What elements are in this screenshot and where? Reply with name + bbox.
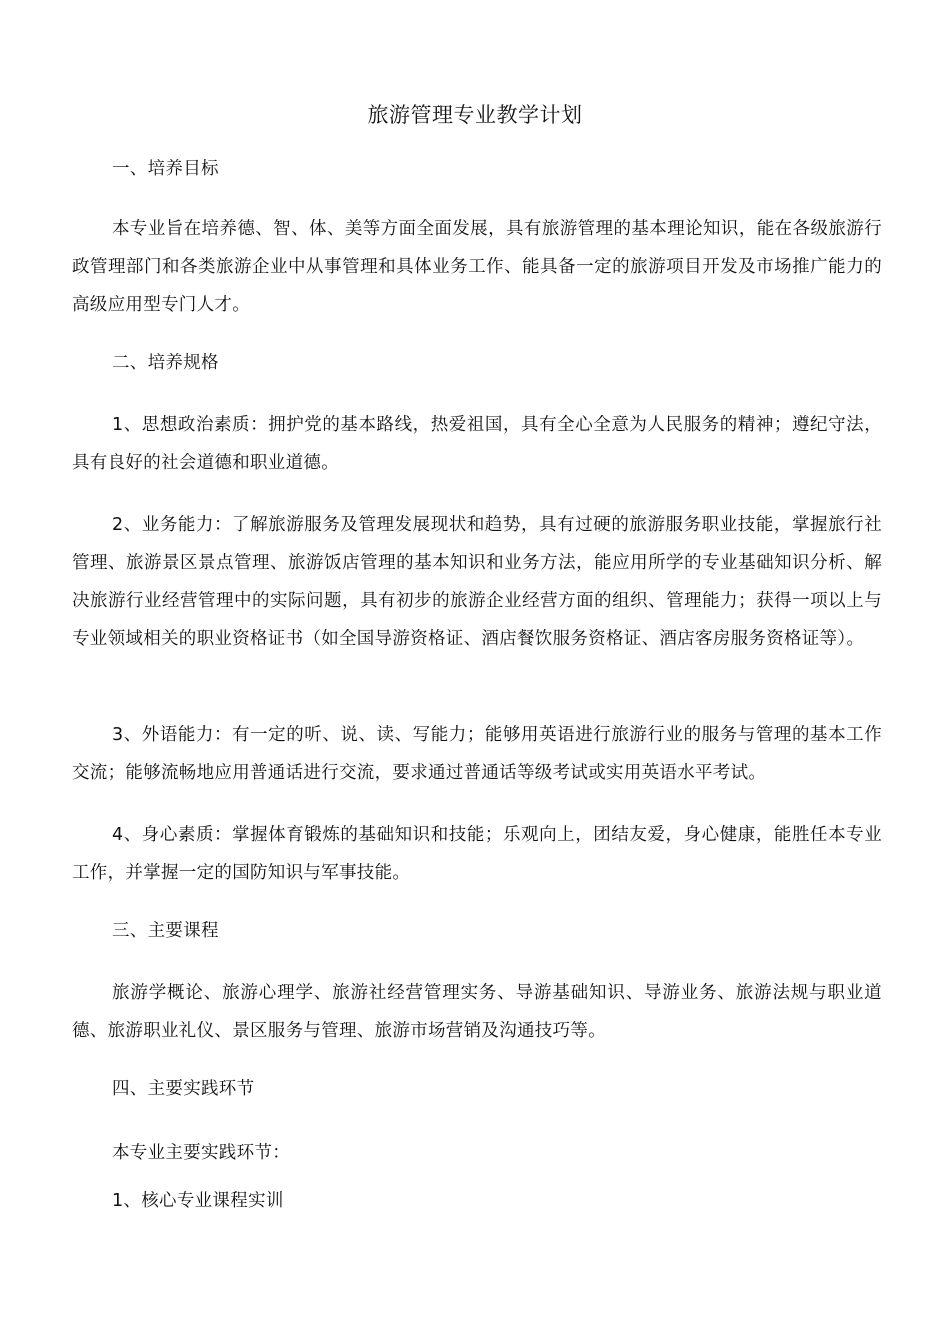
practice-item: 1、核心专业课程实训: [112, 1191, 284, 1211]
spec-paragraph-language: 3、外语能力：有一定的听、说、读、写能力；能够用英语进行旅游行业的服务与管理的基本工作交流；能够流畅地应用普通话进行交流，要求通过普通话等级考试或实用英语水平考试。: [72, 725, 882, 783]
document-title: 旅游管理专业教学计划: [367, 103, 583, 127]
practice-intro: 本专业主要实践环节：: [112, 1143, 290, 1163]
section-heading-courses: 三、主要课程: [112, 921, 219, 941]
section-heading-specs: 二、培养规格: [112, 353, 219, 373]
spec-paragraph-political: 1、思想政治素质：拥护党的基本路线，热爱祖国，具有全心全意为人民服务的精神；遵纪守法，具有良好的社会道德和职业道德。: [72, 415, 882, 473]
spec-paragraph-health: 4、身心素质：掌握体育锻炼的基础知识和技能；乐观向上，团结友爱，身心健康，能胜任本专业工作，并掌握一定的国防知识与军事技能。: [72, 825, 882, 883]
courses-paragraph: 旅游学概论、旅游心理学、旅游社经营管理实务、导游基础知识、导游业务、旅游法规与职业道德、旅游职业礼仪、景区服务与管理、旅游市场营销及沟通技巧等。: [72, 983, 882, 1041]
objective-paragraph: 本专业旨在培养德、智、体、美等方面全面发展，具有旅游管理的基本理论知识，能在各级旅游行政管理部门和各类旅游企业中从事管理和具体业务工作、能具备一定的旅游项目开发及市场推广能力的高级应用型专门人才。: [72, 219, 882, 315]
spec-paragraph-business: 2、业务能力：了解旅游服务及管理发展现状和趋势，具有过硬的旅游服务职业技能，掌握旅行社管理、旅游景区景点管理、旅游饭店管理的基本知识和业务方法，能应用所学的专业基础知识分析、解决旅游行业经营管理中的实际问题，具有初步的旅游企业经营方面的组织、管理能力；获得一项以上与专业领域相关的职业资格证书（如全国导游资格证、酒店餐饮服务资格证、酒店客房服务资格证等）。: [72, 515, 882, 649]
section-heading-objective: 一、培养目标: [112, 159, 219, 179]
section-heading-practice: 四、主要实践环节: [112, 1079, 255, 1099]
